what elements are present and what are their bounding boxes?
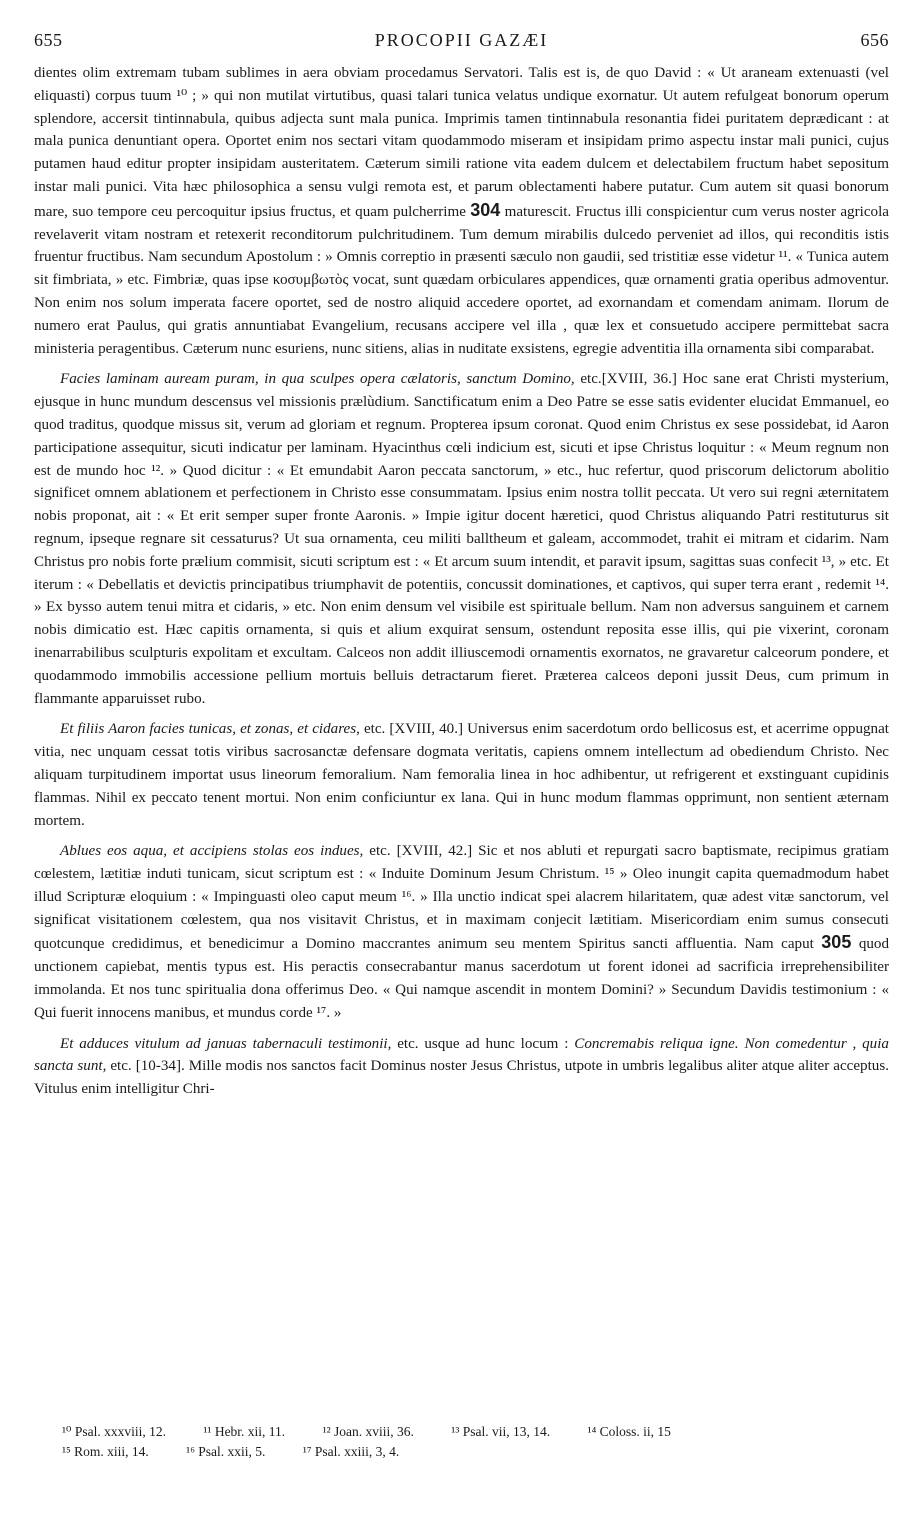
lemma: Et adduces vitulum ad januas tabernaculi testimonii, bbox=[60, 1035, 392, 1052]
footnotes bbox=[62, 1422, 889, 1462]
footnote: ¹⁵ Rom. xiii, 14. bbox=[62, 1444, 149, 1459]
paragraph-text: etc. [XVIII, 42.] Sic et nos abluti et repurgati sacro baptismate, recipimus gratiam cœlestem, lætitiæ induti tunicam, sicut scriptum est : « Induite Dominum Jesum Christum. ¹⁵ » Oleo inungit capita quemadmodum habet illud Scripturæ eloquium : « Impinguasti oleo caput meum ¹⁶. » Illa unctio indicat spei alacrem hilaritatem, quæ adest vitæ sanctorum, vel significat visitationem cœlestem, qua nos visitavit Christus, et in maximam conjecit lætitiam. Misericordiam enim sumus consecuti quotcunque credidimus, et benedicimur a Domino maccrantes animum seu mentem Spiritus sancti affluentia. Nam caput bbox=[34, 843, 889, 953]
footnote: ¹⁴ Coloss. ii, 15 bbox=[587, 1424, 671, 1439]
running-header bbox=[34, 30, 889, 60]
footnote: ¹⁶ Psal. xxii, 5. bbox=[186, 1444, 266, 1459]
footnote: ¹⁰ Psal. xxxviii, 12. bbox=[62, 1424, 166, 1439]
body-text bbox=[34, 62, 889, 1103]
page-marker: 305 bbox=[821, 932, 852, 953]
paragraph-text: quod unctionem capiebat, mentis typus est. His peractis consecrabantur manus sacerdotum ut forent idonei ad sacrificia irreprehensibiliter immolanda. Et nos tunc spiritualia dona offerimus Deo. « Qui namque ascendit in montem Domini? » Secundum Davidis testimonium : « Qui fuerit innocens manibus, et mundus corde ¹⁷. » bbox=[34, 936, 889, 1021]
paragraph-text: etc.[XVIII, 36.] Hoc sane erat Christi mysterium, ejusque in hunc mundum descensus vel missionis prælùdium. Sanctificatum enim a Deo Patre se esse satis evidenter elucidat Emmanuel, eo quod traditus, quodque missus sit, verum ad gloriam et regnum. Propterea ipsum coronat. Quod enim Christus ex sese possidebat, id Aaron participatione assequitur, sicuti indicatur per laminam. Hyacinthus cœli indicium est, sicuti et ipse Christus loquitur : « Meum regnum non est de mundo hoc ¹². » Quod dicitur : « Et emundabit Aaron peccata sanctorum, » etc., huc refertur, quod priscorum delictorum abolitio significet omnem ablationem et perfectionem in Christo esse consummatam. Ipsius enim nostra tollit peccata. Ut vero sui regni æternitatem nobis proponat, ait : « Et erit semper super fronte Aaronis. » Impie igitur docent hæretici, quod Christus aliquando Patri restituturus sit regnum, ipseque regnare sit cessaturus? Ut sua ornamenta, ceu militi balltheum et galeam, accommodet, trahit ei mitram et cidarim. Nam Christus pro nobis forte prælium commisit, sicuti scriptum est : « Et arcum suum intendit, et paravit ipsum, sagittas suas confecit ¹³, » etc. Et iterum : « Debellatis et devictis principatibus triumphavit de potentiis, concussit dominationes, et captivos, qui super terra erant , redemit ¹⁴. » Ex bysso autem tenui mitra et cidaris, » etc. Non enim densum vel visibile est spirituale bellum. Nam non adversus sanguinem et carnem nobis dimicatio est. Hæc capitis ornamenta, si quis et alium exquirat sensum, ostendunt reposita esse illis, qui pie vixerint, coronam inenarrabilibus sculpturis expolitam et excultam. Calceos non addit illiuscemodi ornamentis exornatos, ne gravaretur calceorum pondere, et quodammodo immobilis accessione pellium mortuis belluis detractarum fieret. Præterea calceos deponi jussit Deus, cum primum in flammante apparuisset rubo. bbox=[34, 371, 889, 707]
page-marker: 304 bbox=[470, 199, 501, 220]
right-column-number: 656 bbox=[860, 30, 889, 50]
paragraph bbox=[34, 368, 889, 710]
footnote-row bbox=[62, 1442, 889, 1462]
footnote-row bbox=[62, 1422, 889, 1442]
paragraph-text: maturescit. Fructus illi conspicientur cum verus noster agricola revelaverit vitam nostram et retexerit reconditorum pulchritudinem. Tum demum mirabilis dulcedo perveniet ad illos, qui reconditis istis fruentur fructibus. Nam secundum Apostolum : » Omnis correptio in præsenti sæculo non gaudii, sed tristitiæ esse videtur ¹¹. « Tunica autem sit fimbriata, » etc. Fimbriæ, quas ipse κοσυμβωτὸς vocat, sunt quædam orbiculares appendices, quæ ornamenti gratia operibus admoventur. Non enim nos solum imperata facere oportet, sed de nostro aliquid accedere oportet, ad exornandam et comendam animam. Ilorum de numero erat Paulus, qui gratis annuntiabat Evangelium, recusans accipere vel illa , quæ lex et consuetudo accipere permittebat sacra ministeria peragentibus. Cæterum nunc esuriens, nunc sitiens, alias in nuditate exsistens, egregie adventitia illa ornamenta sibi comparabat. bbox=[34, 203, 889, 357]
paragraph bbox=[34, 62, 889, 360]
paragraph-text: etc. [XVIII, 40.] Universus enim sacerdotum ordo bellicosus est, et acerrime oppugnat vitia, nec unquam cessat totis viribus sacrosanctæ defensare dogmata veritatis, capiens omnem intellectum ad obediendum Christo. Nec aliquam turpitudinem importat usus lineorum femoralium. Nam femoralia linea in hoc adhibentur, ut refrigerent et exstinguant cupidinis flammas. Nihil ex peccato tenent mortui. Non enim conficiuntur ex lana. Qui in hunc modum flammas opprimunt, non sentient æternam mortem. bbox=[34, 721, 889, 829]
paragraph bbox=[34, 840, 889, 1024]
paragraph bbox=[34, 718, 889, 832]
footnote: ¹³ Psal. vii, 13, 14. bbox=[451, 1424, 551, 1439]
paragraph-text: etc. [10-34]. Mille modis nos sanctos facit Dominus noster Jesus Christus, utpote in umbris legalibus aliter atque aliter acceptus. Vitulus enim intelligitur Chri- bbox=[34, 1058, 889, 1098]
footnote: ¹⁷ Psal. xxiii, 3, 4. bbox=[302, 1444, 400, 1459]
lemma: Et filiis Aaron facies tunicas, et zonas, et cidares, bbox=[60, 721, 360, 738]
paragraph bbox=[34, 1033, 889, 1101]
lemma: Concremabis reliqua igne. Non comedentur , quia sancta sunt, bbox=[34, 1035, 889, 1075]
footnote: ¹¹ Hebr. xii, 11. bbox=[203, 1424, 286, 1439]
lemma: Facies laminam auream puram, in qua sculpes opera cælatoris, sanctum Domino, bbox=[60, 371, 575, 388]
paragraph-text: dientes olim extremam tubam sublimes in aera obviam procedamus Servatori. Talis est is, de quo David : « Ut araneam extenuasti (vel eliquasti) corpus tuum ¹⁰ ; » qui non mutilat virtutibus, quasi talari tunica velatus undique exornatur. Ut autem refulgeat bonorum operum splendore, accersit tintinnabula, quibus adjecta sunt mala punica. Imprimis tamen tintinnabula resonantia fidei puritatem deprædicant : at mala punica denuntiant opera. Oportet enim nos sectari vitam quodammodo miseram et insipidam primo aspectu instar mali punici, cujus putamen haud editur propter insipidam austeritatem. Cæterum simili ratione vita eadem dulcem et delectabilem fructum habet sepositum instar mali punici. Vita hæc philosophica a sensu vulgi remota est, et parum oblectamenti habere putatur. Cum autem sit quasi bonorum mare, suo tempore ceu percoquitur ipsius fructus, et quam pulcherrime bbox=[34, 65, 889, 220]
running-title: PROCOPII GAZÆI bbox=[374, 30, 549, 50]
footnote: ¹² Joan. xviii, 36. bbox=[322, 1424, 414, 1439]
paragraph-text: etc. usque ad hunc locum : bbox=[397, 1035, 569, 1052]
lemma: Ablues eos aqua, et accipiens stolas eos indues, bbox=[60, 843, 364, 860]
left-column-number: 655 bbox=[34, 30, 63, 50]
